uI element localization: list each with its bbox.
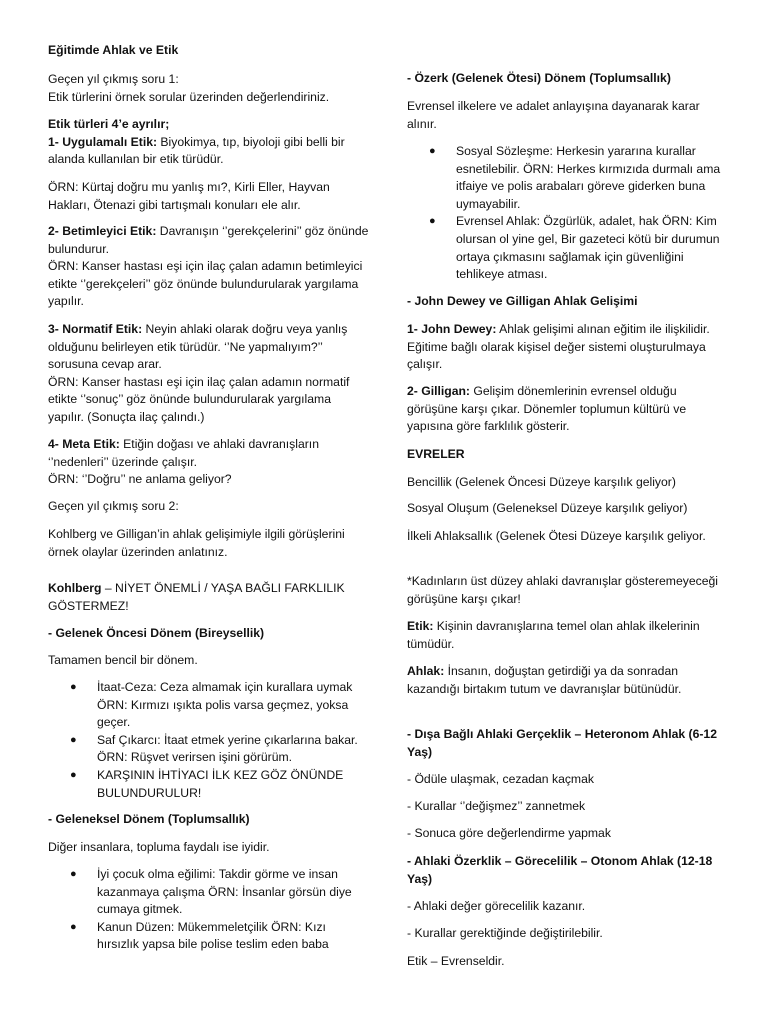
stage-3: İlkeli Ahlaksallık (Gelenek Ötesi Düzeye karşılık geliyor. [407, 529, 706, 543]
descriptive-ethics-label: 2- Betimleyici Etik: [48, 224, 157, 238]
dewey-gilligan-heading [407, 293, 729, 311]
autonomous-item-2: - Kurallar gerektiğinde değiştirilebilir. [407, 926, 603, 940]
gilligan-paragraph [407, 383, 729, 436]
list-item [70, 767, 370, 802]
bullet-icon: ● [429, 215, 436, 228]
list-item-text: KARŞININ İHTİYACI İLK KEZ GÖZ ÖNÜNDE BULUNDURULUR! [97, 767, 344, 800]
meta-ethics-example: ÖRN: ‘’Doğru’’ ne anlama geliyor? [48, 472, 232, 487]
kohlberg-text: – NİYET ÖNEMLİ / YAŞA BAĞLI FARKLILIK GÖSTERMEZ! [48, 581, 345, 613]
list-item [70, 679, 370, 732]
postconventional-description: Evrensel ilkelere ve adalet anlayışına dayanarak karar alınır. [407, 99, 700, 131]
list-item [70, 732, 370, 767]
ethics-types-intro [48, 116, 370, 169]
preconventional-list [70, 679, 370, 802]
autonomous-heading [407, 853, 729, 888]
postconventional-list [429, 143, 729, 284]
normative-ethics-label: 3- Normatif Etik: [48, 322, 143, 336]
descriptive-ethics [48, 223, 370, 311]
question-1 [48, 71, 370, 106]
list-item-text: Evrensel Ahlak: Özgürlük, adalet, hak ÖRN: Kim olursan ol yine gel, Bir gazeteci kötü bir durumun ortaya çıkmasını sağlamak için güvenliğini tehlikeye atması. [456, 214, 720, 282]
bullet-icon: ● [429, 145, 436, 157]
kohlberg-label: Kohlberg [48, 581, 102, 595]
ethics-types-heading: Etik türleri 4’e ayrılır; [48, 117, 170, 131]
women-note: *Kadınların üst düzey ahlaki davranışlar gösteremeyeceği görüşüne karşı çıkar! [407, 574, 718, 606]
applied-ethics-example: ÖRN: Kürtaj doğru mu yanlış mı?, Kirli Eller, Hayvan Hakları, Ötenazi gibi tartışmalı konuları ele alır. [48, 180, 330, 212]
list-item [429, 213, 729, 283]
postconventional-heading-text: - Özerk (Gelenek Ötesi) Dönem (Toplumsallık) [407, 71, 671, 85]
normative-ethics-text: Neyin ahlaki olarak doğru veya yanlış olduğunu belirleyen etik türüdür. ‘’Ne yapmalıyım?’’ sorusuna cevap arar. [48, 322, 348, 372]
list-item [70, 919, 370, 954]
preconventional-description: Tamamen bencil bir dönem. [48, 653, 198, 667]
list-item [70, 866, 370, 919]
applied-ethics-text: Biyokimya, tıp, biyoloji gibi belli bir alanda kullanılan bir etik türüdür. [48, 134, 345, 167]
preconventional-heading [48, 625, 370, 643]
morality-definition-label: Ahlak: [407, 664, 445, 678]
autonomous-heading-text: - Ahlaki Özerklik – Görecelilik – Otonom Ahlak (12-18 Yaş) [407, 854, 713, 886]
heteronomous-heading [407, 726, 729, 761]
meta-ethics-label: 4- Meta Etik: [48, 437, 120, 451]
conventional-heading [48, 811, 370, 829]
question-2-text: Kohlberg ve Gilligan’in ahlak gelişimiyle ilgili görüşlerini örnek olaylar üzerinden anlatınız. [48, 527, 345, 559]
meta-ethics [48, 436, 370, 489]
meta-ethics-text: Etiğin doğası ve ahlaki davranışların ‘’nedenleri’’ üzerinde çalışır. [48, 437, 319, 469]
heteronomous-heading-text: - Dışa Bağlı Ahlaki Gerçeklik – Heteronom Ahlak (6-12 Yaş) [407, 727, 717, 759]
conventional-description: Diğer insanlara, topluma faydalı ise iyidir. [48, 840, 270, 854]
stage-1: Bencillik (Gelenek Öncesi Düzeye karşılık geliyor) [407, 475, 676, 489]
autonomous-item-1: - Ahlaki değer görecelilik kazanır. [407, 899, 586, 913]
closing-line: Etik – Evrenseldir. [407, 954, 505, 968]
preconventional-heading-text: - Gelenek Öncesi Dönem (Bireysellik) [48, 626, 265, 640]
list-item-text: Kanun Düzen: Mükemmeletçilik ÖRN: Kızı hırsızlık yapsa bile polise teslim eden baba [97, 919, 329, 952]
descriptive-ethics-text: Davranışın ‘’gerekçelerini’’ göz önünde bulundurur. [48, 224, 369, 256]
heteronomous-item-2: - Kurallar ‘’değişmez’’ zannetmek [407, 799, 586, 813]
bullet-icon: ● [70, 733, 77, 746]
morality-definition [407, 663, 729, 698]
gilligan-label: 2- Gilligan: [407, 384, 470, 398]
gilligan-text: Gelişim dönemlerinin evrensel olduğu görüşüne karşı çıkar. Dönemler toplumun kültürü ve yapısına göre farklılık gösterir. [407, 384, 687, 434]
stage-2: Sosyal Oluşum (Geleneksel Düzeye karşılık geliyor) [407, 501, 688, 515]
list-item-text: Sosyal Sözleşme: Herkesin yararına kurallar esnetilebilir. ÖRN: Herkes kırmızıda durmalı ama itfaiye ve polis arabaları göreve giderken buna uymayabilir. [456, 144, 721, 211]
stages-heading [407, 446, 729, 464]
descriptive-ethics-example: ÖRN: Kanser hastası eşi için ilaç çalan adamın betimleyici etikte ‘’gerekçeleri’’ göz önünde bulundurularak yargılama yapılır. [48, 259, 363, 309]
normative-ethics-example: ÖRN: Kanser hastası eşi için ilaç çalan adamın normatif etikte ‘’sonuç’’ göz önünde bulundurularak yargılama yapılır. (Sonuçta ilaç çalındı.) [48, 374, 350, 424]
postconventional-heading [407, 70, 729, 88]
dewey-gilligan-heading-text: - John Dewey ve Gilligan Ahlak Gelişimi [407, 294, 638, 308]
question-2-label: Geçen yıl çıkmış soru 2: [48, 499, 179, 513]
conventional-heading-text: - Geleneksel Dönem (Toplumsallık) [48, 812, 250, 826]
applied-ethics-label: 1- Uygulamalı Etik: [48, 134, 158, 149]
bullet-icon: ● [70, 768, 77, 781]
list-item-text: İyi çocuk olma eğilimi: Takdir görme ve insan kazanmaya çalışma ÖRN: İnsanlar görsün diye cumaya gitmek. [97, 867, 352, 917]
morality-definition-text: İnsanın, doğuştan getirdiği ya da sonradan kazandığı birtakım tutum ve davranışlar bütünüdür. [407, 664, 682, 696]
list-item-text: İtaat-Ceza: Ceza almamak için kurallara uymak ÖRN: Kırmızı ışıkta polis varsa geçmez, yoksa geçer. [97, 680, 353, 730]
dewey-text: Ahlak gelişimi alınan eğitim ile ilişkilidir. Eğitime bağlı olarak kişisel değer sistemi oluşturulmaya çalışır. [407, 322, 710, 372]
conventional-list [70, 866, 370, 954]
list-item-text: Saf Çıkarcı: İtaat etmek yerine çıkarlarına bakar. ÖRN: Rüşvet verirsen işini görürüm. [97, 732, 358, 765]
bullet-icon: ● [70, 920, 77, 933]
document-title: Eğitimde Ahlak ve Etik [48, 43, 179, 57]
question-1-text: Etik türlerini örnek sorular üzerinden değerlendiriniz. [48, 89, 330, 104]
dewey-label: 1- John Dewey: [407, 322, 497, 336]
list-item [429, 143, 729, 213]
question-1-label: Geçen yıl çıkmış soru 1: [48, 72, 179, 86]
heteronomous-item-3: - Sonuca göre değerlendirme yapmak [407, 826, 611, 840]
heteronomous-item-1: - Ödüle ulaşmak, cezadan kaçmak [407, 772, 594, 786]
dewey-paragraph [407, 321, 729, 374]
bullet-icon: ● [70, 868, 77, 880]
ethics-definition-text: Kişinin davranışlarına temel olan ahlak ilkelerinin tümüdür. [407, 619, 700, 651]
stages-heading-text: EVRELER [407, 447, 465, 461]
kohlberg-heading [48, 580, 370, 615]
ethics-definition [407, 618, 729, 653]
bullet-icon: ● [70, 681, 77, 693]
normative-ethics [48, 321, 370, 427]
ethics-definition-label: Etik: [407, 619, 434, 633]
